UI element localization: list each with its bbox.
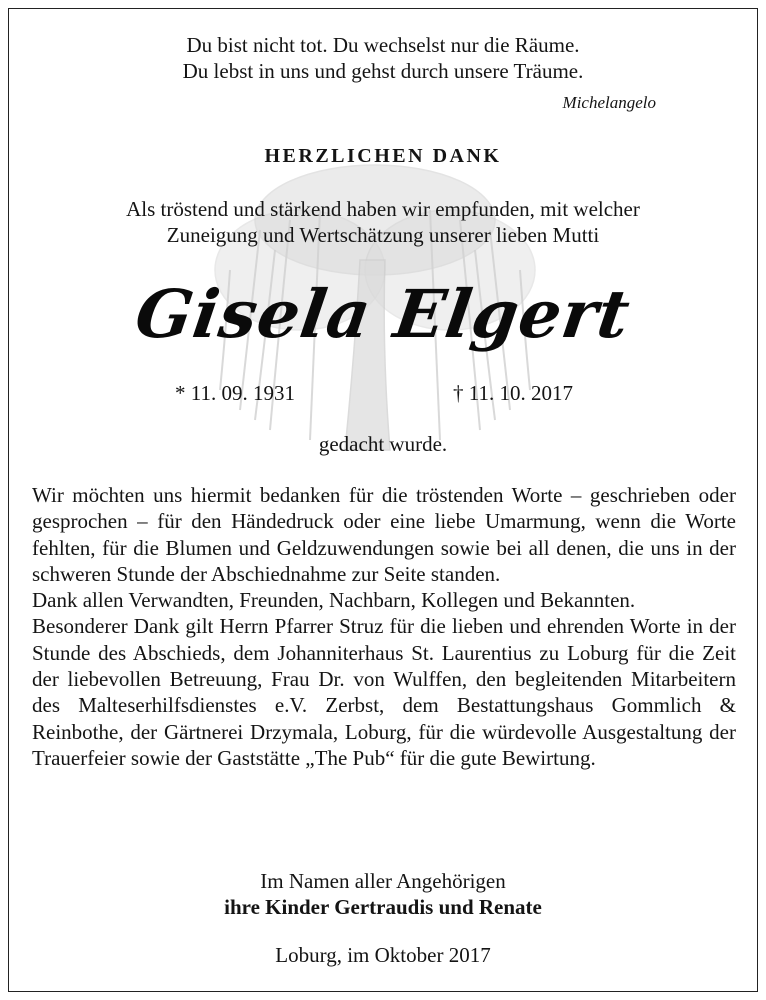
intro-line-2: Zuneigung und Wertschätzung unserer lieben Mutti: [166, 223, 600, 247]
place-date: Loburg, im Oktober 2017: [275, 943, 491, 967]
death-date: † 11. 10. 2017: [453, 381, 573, 405]
thanks-body: [32, 482, 736, 771]
closing-signature: ihre Kinder Gertraudis und Renate: [224, 895, 542, 919]
thanks-paragraph-3: Besonderer Dank gilt Herrn Pfarrer Struz für die lieben und ehrenden Worte in der Stunde des Abschieds, dem Johanniterhaus St. Laurentius zu Loburg für die Zeit der liebevollen Betreuung, Frau Dr. von Wulffen, den begleitenden Mitarbeitern des Malteserhilfsdienstes e.V. Zerbst, dem Bestattungshaus Gommlich & Reinbothe, der Gärtnerei Drzymala, Loburg, für die würdevolle Ausgestaltung der Trauerfeier sowie der Gaststätte „The Pub“ für die gute Bewirtung.: [32, 614, 736, 770]
poem-line-2: Du lebst in uns und gehst durch unsere Träume.: [182, 59, 584, 83]
notice-heading: HERZLICHEN DANK: [264, 145, 502, 167]
gedacht-line: gedacht wurde.: [318, 432, 448, 456]
poem-line-1: Du bist nicht tot. Du wechselst nur die Räume.: [186, 33, 580, 57]
birth-date: * 11. 09. 1931: [175, 381, 295, 405]
thanks-paragraph-2: Dank allen Verwandten, Freunden, Nachbarn, Kollegen und Bekannten.: [32, 588, 636, 613]
deceased-name: Gisela Elgert: [130, 275, 636, 353]
closing-line-1: Im Namen aller Angehörigen: [260, 869, 506, 893]
intro-line-1: Als tröstend und stärkend haben wir empfunden, mit welcher: [126, 197, 640, 221]
poem-author: Michelangelo: [562, 93, 656, 112]
thanks-paragraph-1: Wir möchten uns hiermit bedanken für die tröstenden Worte – geschrieben oder gesprochen – für den Händedruck oder eine liebe Umarmung, wenn die Worte fehlten, für die Blumen und Geldzuwendungen sowie bei all denen, die uns in der schweren Stunde der Abschiednahme zur Seite standen.: [32, 483, 736, 586]
